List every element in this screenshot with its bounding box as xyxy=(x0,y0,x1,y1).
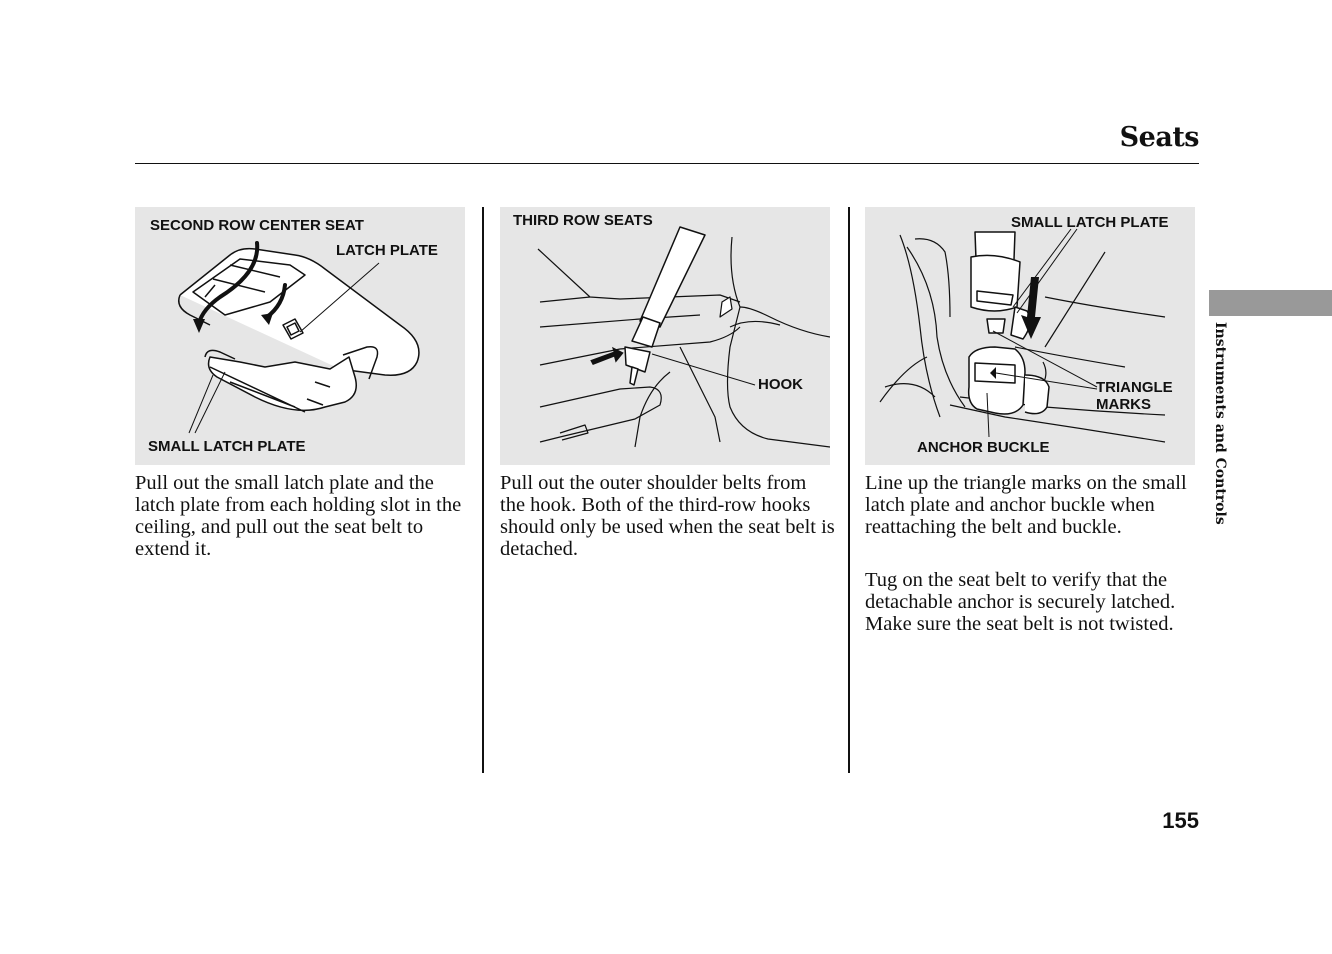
label-latch-plate: LATCH PLATE xyxy=(336,242,438,259)
column2-paragraph: Pull out the outer shoulder belts from the hook. Both of the third-row hooks should only be used when the seat belt is detached. xyxy=(500,472,835,560)
figure-title-second-row: SECOND ROW CENTER SEAT xyxy=(150,217,364,234)
figure-second-row-latch xyxy=(135,207,465,465)
label-marks: MARKS xyxy=(1096,396,1151,413)
label-hook: HOOK xyxy=(758,376,803,393)
page-title: Seats xyxy=(1119,122,1199,153)
label-small-latch-plate: SMALL LATCH PLATE xyxy=(1011,214,1169,231)
column3-paragraph-2: Tug on the seat belt to verify that the detachable anchor is securely latched. Make sure the seat belt is not twisted. xyxy=(865,569,1176,635)
column3-paragraph-1: Line up the triangle marks on the small latch plate and anchor buckle when reattaching the belt and buckle. xyxy=(865,472,1187,538)
label-anchor-buckle: ANCHOR BUCKLE xyxy=(917,439,1050,456)
anchor-buckle-illustration xyxy=(865,207,1195,465)
figure-title-third-row: THIRD ROW SEATS xyxy=(513,212,653,229)
label-small-latch-plate: SMALL LATCH PLATE xyxy=(148,438,306,455)
column-divider-1 xyxy=(482,207,484,773)
side-tab-label: Instruments and Controls xyxy=(1212,322,1228,525)
third-row-belt-illustration xyxy=(500,207,830,465)
column1-paragraph: Pull out the small latch plate and the latch plate from each holding slot in the ceiling, and pull out the seat belt to extend it. xyxy=(135,472,462,560)
figure-anchor-buckle xyxy=(865,207,1195,465)
figure-third-row-hook xyxy=(500,207,830,465)
side-tab-marker xyxy=(1209,290,1332,316)
label-triangle: TRIANGLE xyxy=(1096,379,1173,396)
column-divider-2 xyxy=(848,207,850,773)
title-rule xyxy=(135,163,1199,164)
page-number: 155 xyxy=(1162,808,1199,833)
